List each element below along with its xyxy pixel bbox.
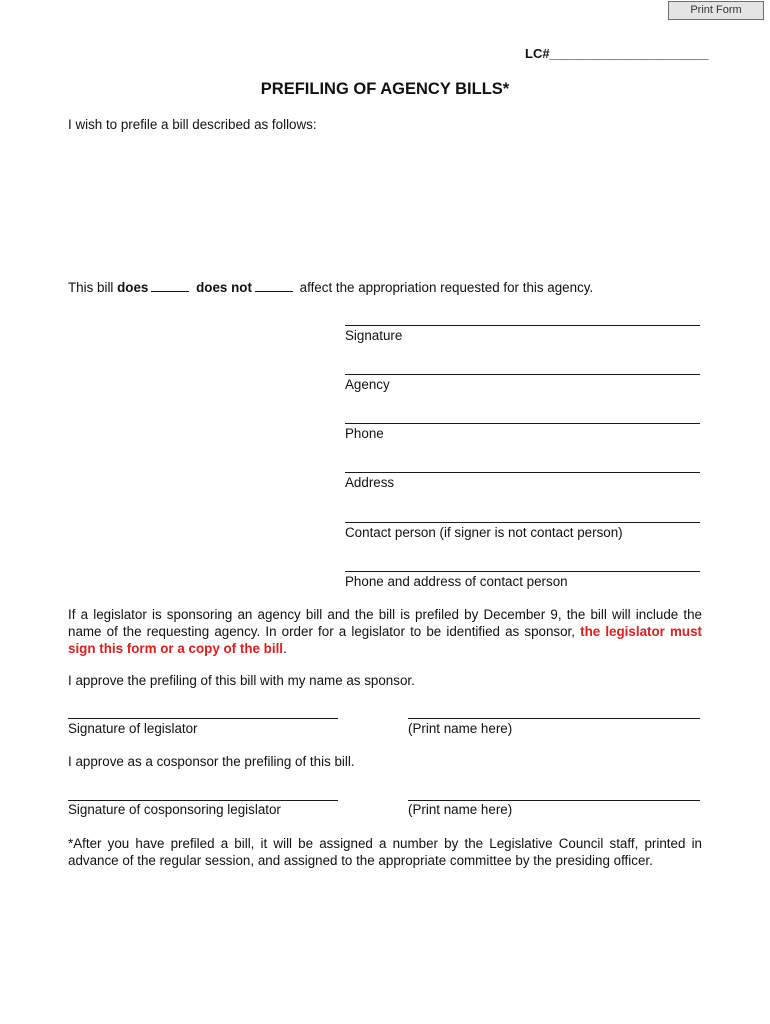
footnote: *After you have prefiled a bill, it will be assigned a number by the Legislative Council staff, printed in advance of the regular session, and assigned to the appropriate committee by the presiding officer. bbox=[68, 836, 702, 868]
cosponsor-signature-line[interactable] bbox=[68, 800, 338, 801]
sponsor-end: . bbox=[283, 641, 287, 656]
phone-line[interactable] bbox=[345, 423, 700, 424]
agency-line[interactable] bbox=[345, 374, 700, 375]
legislator-print-name-label: (Print name here) bbox=[408, 721, 513, 736]
does-blank[interactable] bbox=[151, 280, 189, 292]
form-title: PREFILING OF AGENCY BILLS* bbox=[260, 80, 510, 98]
affect-post: affect the appropriation requested for this agency. bbox=[299, 280, 594, 295]
agency-label: Agency bbox=[345, 377, 390, 392]
address-label: Address bbox=[345, 475, 395, 490]
phone-label: Phone bbox=[345, 426, 384, 441]
intro-text: I wish to prefile a bill described as follows: bbox=[68, 117, 317, 132]
appropriation-statement bbox=[68, 280, 593, 295]
contact-person-label: Contact person (if signer is not contact person) bbox=[345, 525, 623, 540]
signature-label: Signature bbox=[345, 328, 403, 343]
legislator-signature-line[interactable] bbox=[68, 718, 338, 719]
sponsor-paragraph bbox=[68, 606, 702, 657]
print-form-button[interactable]: Print Form bbox=[668, 1, 764, 20]
lc-number-field[interactable]: LC#______________________ bbox=[525, 46, 709, 61]
sponsor-emphasis: the legislator must sign this form or a copy of the bill bbox=[68, 624, 702, 656]
cosponsor-signature-label: Signature of cosponsoring legislator bbox=[68, 802, 281, 817]
legislator-print-name-line[interactable] bbox=[408, 718, 700, 719]
sponsor-text: If a legislator is sponsoring an agency bill and the bill is prefiled by December 9, the bill will include the name of the requesting agency. In order for a legislator to be identified as sponsor, bbox=[68, 607, 702, 639]
approve-cosponsor-text: I approve as a cosponsor the prefiling of this bill. bbox=[68, 754, 355, 769]
affect-pre: This bill bbox=[68, 280, 114, 295]
legislator-signature-label: Signature of legislator bbox=[68, 721, 198, 736]
does-not-blank[interactable] bbox=[255, 280, 293, 292]
contact-phone-address-line[interactable] bbox=[345, 571, 700, 572]
contact-person-line[interactable] bbox=[345, 522, 700, 523]
cosponsor-print-name-label: (Print name here) bbox=[408, 802, 513, 817]
cosponsor-print-name-line[interactable] bbox=[408, 800, 700, 801]
contact-phone-address-label: Phone and address of contact person bbox=[345, 574, 568, 589]
signature-line[interactable] bbox=[345, 325, 700, 326]
address-line[interactable] bbox=[345, 472, 700, 473]
approve-sponsor-text: I approve the prefiling of this bill with my name as sponsor. bbox=[68, 673, 415, 688]
affect-does-not: does not bbox=[196, 280, 252, 295]
affect-does: does bbox=[117, 280, 149, 295]
